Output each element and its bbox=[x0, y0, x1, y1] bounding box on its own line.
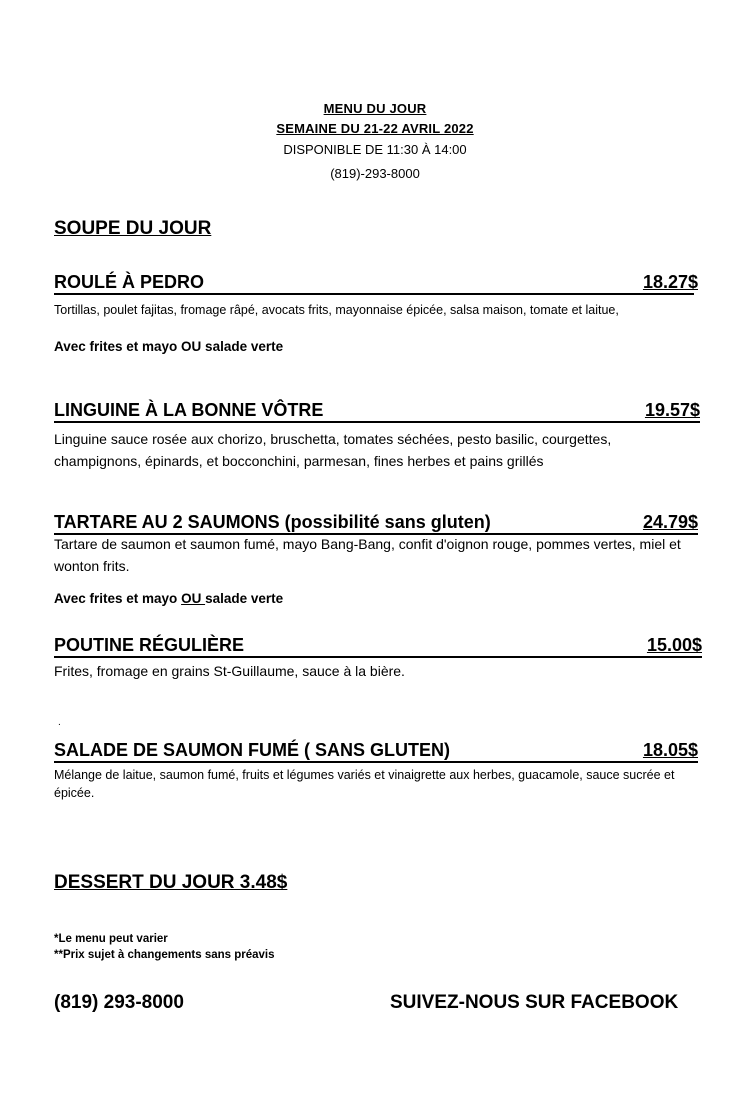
item-price-poutine: 15.00$ bbox=[646, 635, 702, 655]
item-price-roule: 18.27$ bbox=[642, 272, 698, 292]
note-menu-varies: *Le menu peut varier bbox=[54, 933, 168, 945]
item-price-tartare: 24.79$ bbox=[642, 512, 698, 532]
side-post: salade verte bbox=[205, 591, 284, 606]
side-ou: OU bbox=[181, 591, 206, 606]
item-side-tartare bbox=[54, 591, 283, 606]
item-title-roule: ROULÉ À PEDRO bbox=[54, 272, 205, 292]
side-pre: Avec frites et mayo bbox=[54, 591, 182, 606]
soupe-du-jour: SOUPE DU JOUR bbox=[54, 218, 212, 239]
header-phone: (819)-293-8000 bbox=[330, 166, 420, 181]
item-underline bbox=[54, 761, 698, 763]
item-desc-poutine: Frites, fromage en grains St-Guillaume, sauce à la bière. bbox=[54, 663, 405, 679]
item-side-roule: Avec frites et mayo OU salade verte bbox=[54, 339, 284, 354]
item-price-linguine: 19.57$ bbox=[644, 400, 700, 420]
item-desc-linguine: Linguine sauce rosée aux chorizo, bruschetta, tomates séchées, pesto basilic, courgettes, champignons, épinards, et bocconchini, parmesan, fines herbes et pains grillés bbox=[54, 431, 612, 469]
item-desc-salade: Mélange de laitue, saumon fumé, fruits et légumes variés et vinaigrette aux herbes, guacamole, sauce sucrée et épicée. bbox=[54, 768, 675, 800]
week-dates: SEMAINE DU 21-22 AVRIL 2022 bbox=[276, 121, 474, 136]
note-price-change: **Prix sujet à changements sans préavis bbox=[54, 949, 275, 961]
item-title-tartare: TARTARE AU 2 SAUMONS (possibilité sans gluten) bbox=[54, 512, 491, 532]
item-title-salade: SALADE DE SAUMON FUMÉ ( SANS GLUTEN) bbox=[54, 740, 450, 760]
item-price-salade: 18.05$ bbox=[642, 740, 698, 760]
item-underline bbox=[54, 421, 700, 423]
item-title-poutine: POUTINE RÉGULIÈRE bbox=[54, 635, 245, 655]
footer-facebook: SUIVEZ-NOUS SUR FACEBOOK bbox=[390, 992, 679, 1013]
item-underline bbox=[54, 656, 702, 658]
stray-dot: . bbox=[58, 717, 61, 728]
footer-phone: (819) 293-8000 bbox=[54, 992, 184, 1013]
dessert-du-jour: DESSERT DU JOUR 3.48$ bbox=[54, 872, 288, 893]
item-title-linguine: LINGUINE À LA BONNE VÔTRE bbox=[54, 400, 324, 420]
item-desc-tartare: Tartare de saumon et saumon fumé, mayo Bang-Bang, confit d'oignon rouge, pommes vertes, miel et wonton frits. bbox=[54, 536, 681, 574]
item-desc-roule: Tortillas, poulet fajitas, fromage râpé, avocats frits, mayonnaise épicée, salsa maison, tomate et laitue, bbox=[54, 303, 619, 317]
availability-hours: DISPONIBLE DE 11:30 À 14:00 bbox=[283, 142, 467, 157]
item-underline bbox=[54, 293, 694, 295]
menu-title: MENU DU JOUR bbox=[323, 101, 427, 116]
